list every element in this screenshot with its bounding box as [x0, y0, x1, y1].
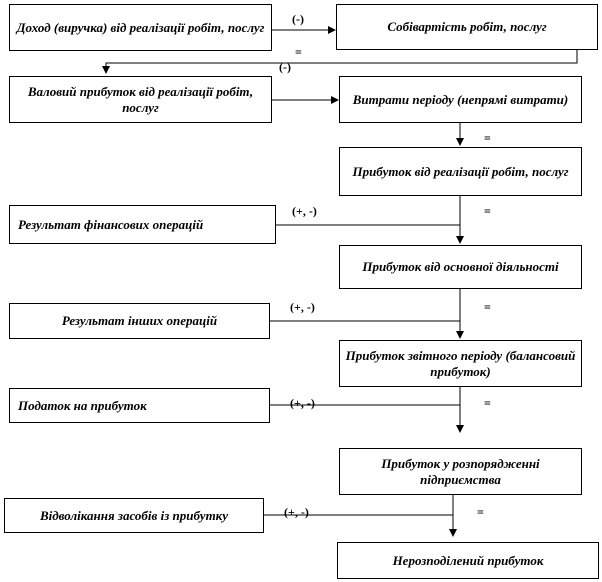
deductions-box: Відволікання засобів із прибутку	[4, 498, 264, 533]
revenue-box: Доход (виручка) від реалізації робіт, послуг	[9, 4, 272, 51]
plus-minus-symbol-1: (+, -)	[292, 204, 317, 218]
gross-profit-box: Валовий прибуток від реалізації робіт, послуг	[9, 76, 272, 123]
equals-symbol-5: =	[484, 396, 491, 410]
equals-symbol-1: =	[295, 45, 302, 59]
period-expenses-box: Витрати періоду (непрямі витрати)	[339, 76, 582, 123]
equals-symbol-2: =	[484, 131, 491, 145]
plus-minus-symbol-2: (+, -)	[290, 300, 315, 314]
equals-symbol-6: =	[477, 505, 484, 519]
financial-result-box: Результат фінансових операцій	[9, 205, 276, 244]
equals-symbol-3: =	[484, 204, 491, 218]
equals-symbol-4: =	[484, 300, 491, 314]
cost-box: Собівартість робіт, послуг	[336, 4, 598, 50]
disposal-profit-box: Прибуток у розпорядженні підприємства	[339, 448, 582, 495]
reporting-profit-box: Прибуток звітного періоду (балансовий прибуток)	[339, 340, 582, 387]
income-tax-box: Податок на прибуток	[9, 388, 270, 423]
minus-symbol-2: (-)	[279, 60, 291, 74]
plus-minus-symbol-3: (+, -)	[290, 396, 315, 410]
plus-minus-symbol-4: (+, -)	[284, 505, 309, 519]
main-activity-profit-box: Прибуток від основної діяльності	[339, 245, 582, 289]
retained-earnings-box: Нерозподілений прибуток	[337, 542, 599, 579]
arrow-cost-to-gross-profit	[106, 50, 577, 73]
sales-profit-box: Прибуток від реалізації робіт, послуг	[339, 147, 582, 196]
other-result-box: Результат інших операцій	[9, 303, 270, 339]
minus-symbol-1: (-)	[292, 12, 304, 26]
